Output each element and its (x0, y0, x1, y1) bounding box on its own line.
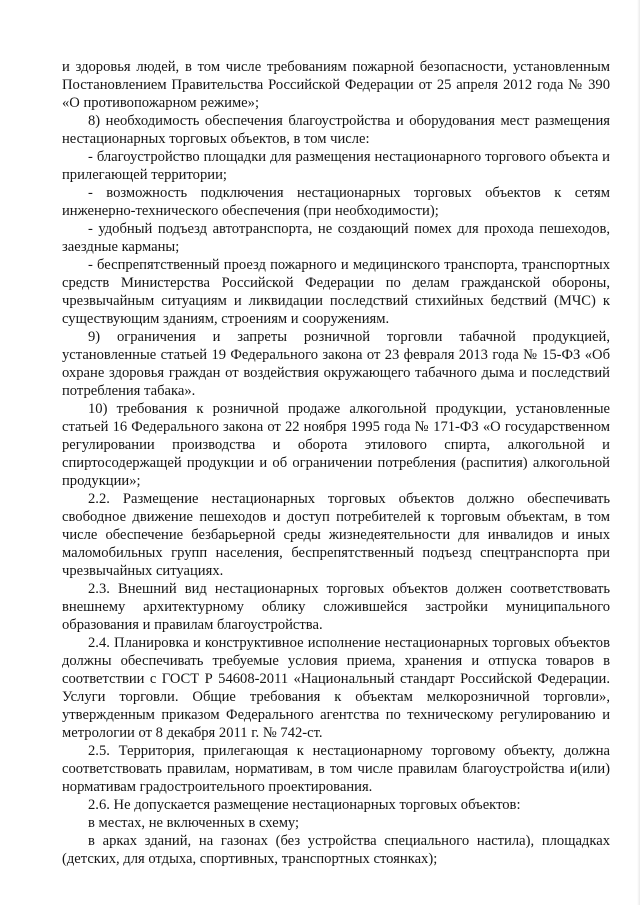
paragraph-item-8-bullet-3: - удобный подъезд автотранспорта, не создающий помех для прохода пешеходов, заездные карманы; (62, 221, 610, 255)
paragraph-continuation: и здоровья людей, в том числе требованиям пожарной безопасности, установленным Постановлением Правительства Российской Федерации от 25 апреля 2012 года № 390 «О противопожарном режиме»; (62, 59, 610, 111)
paragraph-2-4: 2.4. Планировка и конструктивное исполнение нестационарных торговых объектов должны обеспечивать требуемые условия приема, хранения и отпуска товаров в соответствии с ГОСТ Р 54608-2011 «Национальный стандарт Российской Федерации. Услуги торговли. Общие требования к объектам мелкорозничной торговли», утвержденным приказом Федерального агентства по техническому регулированию и метрологии от 8 декабря 2011 г. № 742-ст. (62, 635, 610, 741)
paragraph-2-5: 2.5. Территория, прилегающая к нестационарному торговому объекту, должна соответствовать правилам, нормативам, в том числе правилам благоустройства и(или) нормативам градостроительного проектирования. (62, 743, 610, 795)
paragraph-item-10: 10) требования к розничной продаже алкогольной продукции, установленные статьей 16 Федерального закона от 22 ноября 1995 года № 171-ФЗ «О государственном регулировании производства и оборота этилового спирта, алкогольной и спиртосодержащей продукции и об ограничении потребления (распития) алкогольной продукции»; (62, 401, 610, 489)
paragraph-item-8-bullet-1: - благоустройство площадки для размещения нестационарного торгового объекта и прилегающей территории; (62, 149, 610, 183)
paragraph-2-6-item-2: в арках зданий, на газонах (без устройства специального настила), площадках (детских, для отдыха, спортивных, транспортных стоянках); (62, 833, 610, 867)
paragraph-item-8-bullet-2: - возможность подключения нестационарных торговых объектов к сетям инженерно-технического обеспечения (при необходимости); (62, 185, 610, 219)
paragraph-2-6-item-1: в местах, не включенных в схему; (88, 815, 300, 831)
paragraph-2-6: 2.6. Не допускается размещение нестационарных торговых объектов: (88, 797, 521, 813)
paragraph-2-3: 2.3. Внешний вид нестационарных торговых объектов должен соответствовать внешнему архитектурному облику сложившейся застройки муниципального образования и правилам благоустройства. (62, 581, 610, 633)
paragraph-2-2: 2.2. Размещение нестационарных торговых объектов должно обеспечивать свободное движение пешеходов и доступ потребителей к торговым объектам, в том числе обеспечение безбарьерной среды жизнедеятельности для инвалидов и иных маломобильных групп населения, беспрепятственный подъезд спецтранспорта при чрезвычайных ситуациях. (62, 491, 610, 579)
paragraph-item-8-bullet-4: - беспрепятственный проезд пожарного и медицинского транспорта, транспортных средств Министерства Российской Федерации по делам гражданской обороны, чрезвычайным ситуациям и ликвидации последствий стихийных бедствий (МЧС) к существующим зданиям, строениям и сооружениям. (62, 257, 610, 327)
paragraph-item-8: 8) необходимость обеспечения благоустройства и оборудования мест размещения нестационарных торговых объектов, в том числе: (62, 113, 610, 147)
paragraph-item-9: 9) ограничения и запреты розничной торговли табачной продукцией, установленные статьей 19 Федерального закона от 23 февраля 2013 года № 15-ФЗ «Об охране здоровья граждан от воздействия окружающего табачного дыма и последствий потребления табака». (62, 329, 610, 399)
